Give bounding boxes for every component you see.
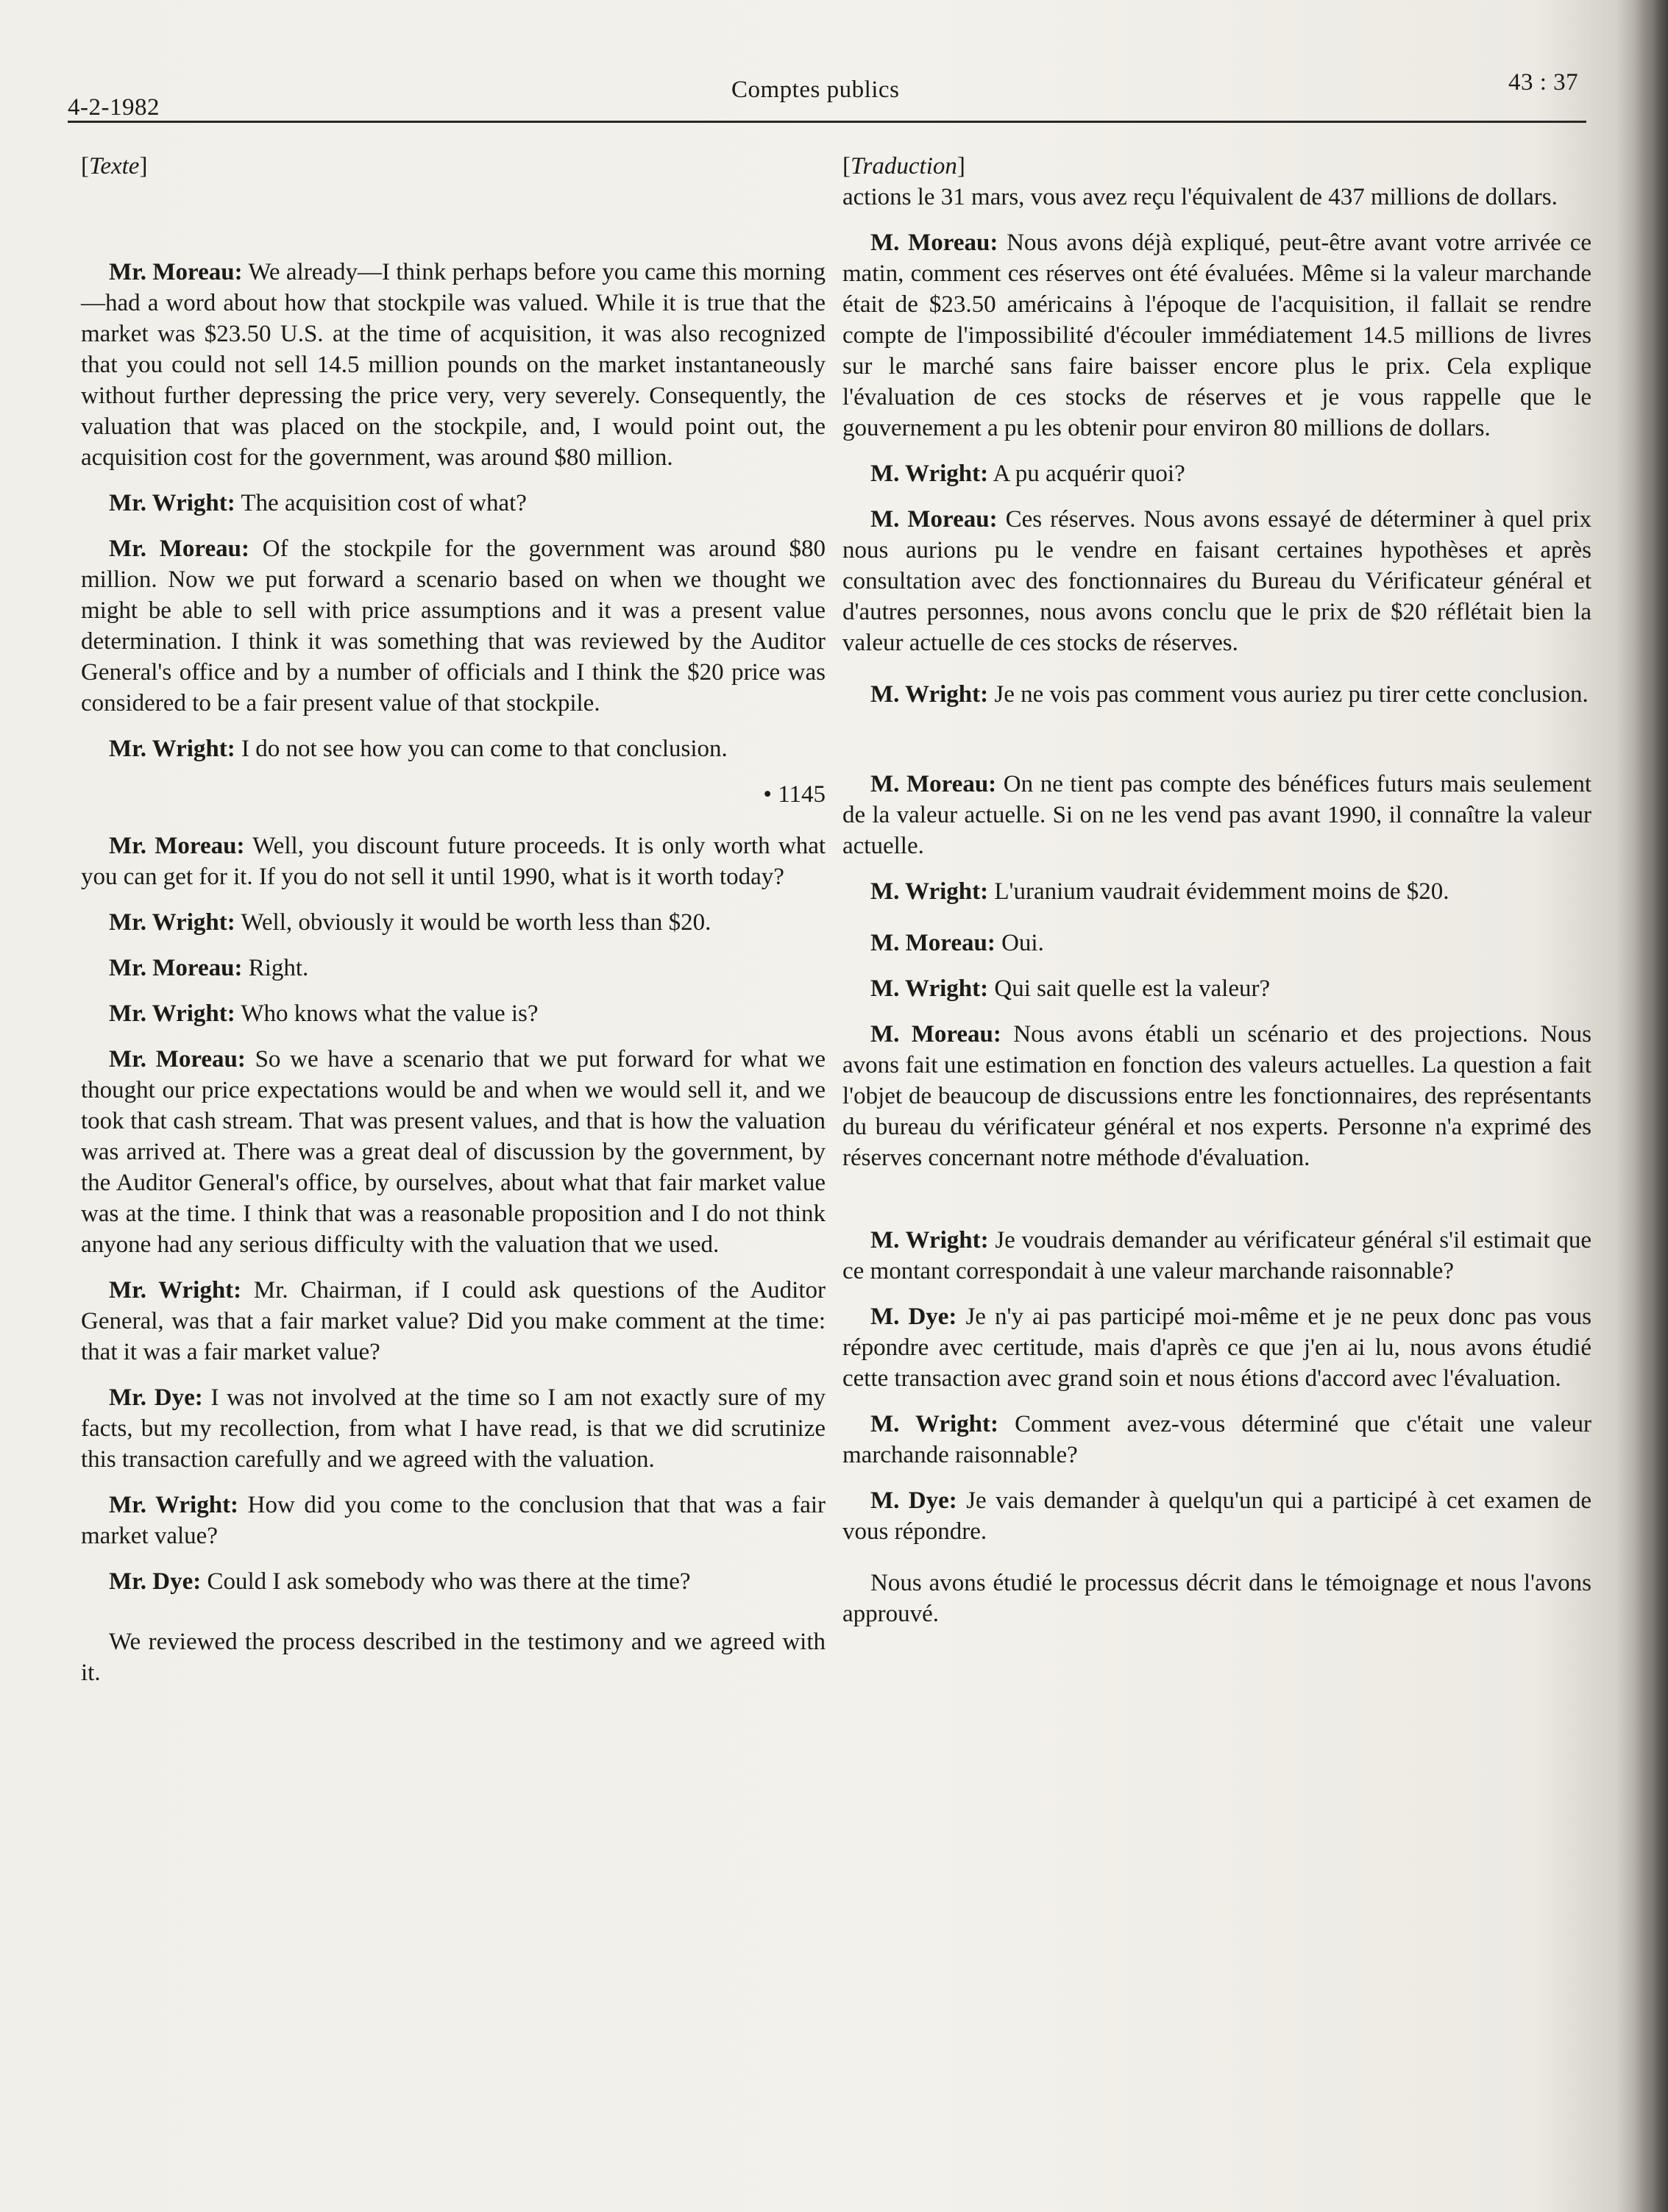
closing-paragraph: Nous avons étudié le processus décrit dans le témoignage et nous l'avons approuvé. bbox=[842, 1570, 1591, 1627]
paragraph: Mr. Moreau: We already—I think perhaps before you came this morning—had a word about how that stockpile was valued. While it is true that the market was $23.50 U.S. at the time of acquisition, it was also recognized that you could not sell 14.5 million pounds on the market instantaneously without further depressing the price very, very severely. Consequently, the valuation that was placed on the stockpile, and, I would point out, the acquisition cost for the government, was around $80 million. bbox=[81, 259, 826, 471]
paragraph: Mr. Moreau: Of the stockpile for the government was around $80 million. Now we put forward a scenario based on when we thought we might be able to sell with price assumptions and it was a present value determination. I think it was something that was reviewed by the Auditor General's office and by a number of officials and I think the $20 price was considered to be a fair present value of that stockpile. bbox=[81, 536, 826, 716]
header-title: Comptes publics bbox=[731, 77, 900, 103]
paragraph: M. Moreau: Nous avons établi un scénario et des projections. Nous avons fait une estimation en fonction des valeurs actuelles. La question a fait l'objet de beaucoup de discussions entre les fonctionnaires, des représentants du bureau du vérificateur général et nos experts. Personne n'a exprimé des réserves concernant notre méthode d'évaluation. bbox=[842, 1021, 1592, 1171]
left-column-label: [Texte] bbox=[81, 153, 148, 179]
paragraph: Mr. Dye: Could I ask somebody who was there at the time? bbox=[109, 1568, 691, 1595]
paragraph: M. Moreau: On ne tient pas compte des bénéfices futurs mais seulement de la valeur actuelle. Si on ne les vend pas avant 1990, il connaître la valeur actuelle. bbox=[842, 771, 1592, 859]
paragraph: Mr. Wright: How did you come to the conclusion that that was a fair market value? bbox=[81, 1492, 826, 1549]
paragraph: M. Wright: Qui sait quelle est la valeur? bbox=[870, 975, 1271, 1002]
paragraph: Mr. Moreau: Well, you discount future proceeds. It is only worth what you can get for it. If you do not sell it until 1990, what is it worth today? bbox=[81, 833, 826, 890]
header-page-number: 43 : 37 bbox=[1508, 69, 1579, 96]
paragraph: M. Wright: Je ne vois pas comment vous auriez pu tirer cette conclusion. bbox=[870, 681, 1589, 708]
paragraph: M. Dye: Je vais demander à quelqu'un qui a participé à cet examen de vous répondre. bbox=[842, 1487, 1591, 1545]
paragraph: Mr. Moreau: Right. bbox=[109, 955, 309, 981]
paragraph: M. Wright: Comment avez-vous déterminé que c'était une valeur marchande raisonnable? bbox=[842, 1411, 1591, 1468]
right-column-label: [Traduction] bbox=[842, 153, 965, 179]
header-rule bbox=[68, 121, 1586, 123]
paragraph: M. Dye: Je n'y ai pas participé moi-même et je ne peux donc pas vous répondre avec certitude, mais d'après ce que j'en ai lu, nous avons étudié cette transaction avec grand soin et nous étions d'accord avec l'évaluation. bbox=[842, 1304, 1591, 1392]
paragraph: Mr. Wright: Mr. Chairman, if I could ask questions of the Auditor General, was that a fair market value? Did you make comment at the time: that it was a fair market value? bbox=[81, 1277, 826, 1365]
closing-paragraph: We reviewed the process described in the testimony and we agreed with it. bbox=[81, 1629, 826, 1686]
paragraph: Mr. Wright: Who knows what the value is? bbox=[109, 1000, 539, 1027]
header-date: 4-2-1982 bbox=[68, 94, 160, 121]
paragraph: Mr. Wright: The acquisition cost of what? bbox=[109, 490, 527, 516]
paragraph: M. Wright: A pu acquérir quoi? bbox=[870, 460, 1185, 487]
paragraph: M. Moreau: Ces réserves. Nous avons essayé de déterminer à quel prix nous aurions pu le vendre en faisant certaines hypothèses et après consultation avec des fonctionnaires du Bureau du Vérificateur général et d'autres personnes, nous avons conclu que le prix de $20 réflétait bien la valeur actuelle de ces stocks de réserves. bbox=[842, 506, 1591, 656]
paragraph: M. Wright: L'uranium vaudrait évidemment moins de $20. bbox=[870, 878, 1449, 905]
left-column bbox=[81, 151, 826, 1703]
binding-shadow bbox=[1616, 0, 1668, 2212]
right-column bbox=[842, 151, 1591, 1644]
paragraph: Mr. Moreau: So we have a scenario that we put forward for what we thought our price expectations would be and when we would sell it, and we took that cash stream. That was present values, and that is how the valuation was arrived at. There was a great deal of discussion by the government, by the Auditor General's office, by ourselves, about what that fair market value was at the time. I think that was a reasonable proposition and I do not think anyone had any serious difficulty with the valuation that we used. bbox=[81, 1046, 826, 1258]
paragraph: Mr. Dye: I was not involved at the time so I am not exactly sure of my facts, but my recollection, from what I have read, is that we did scrutinize this transaction carefully and we agreed with the valuation. bbox=[81, 1384, 826, 1473]
intro-paragraph: actions le 31 mars, vous avez reçu l'équivalent de 437 millions de dollars. bbox=[842, 184, 1558, 210]
paragraph: Mr. Wright: Well, obviously it would be worth less than $20. bbox=[109, 909, 711, 936]
time-marker: • 1145 bbox=[763, 781, 826, 808]
paragraph: M. Wright: Je voudrais demander au vérificateur général s'il estimait que ce montant correspondait à une valeur marchande raisonnable? bbox=[842, 1227, 1591, 1284]
paragraph: Mr. Wright: I do not see how you can come to that conclusion. bbox=[109, 736, 728, 762]
paragraph: M. Moreau: Nous avons déjà expliqué, peut-être avant votre arrivée ce matin, comment ces réserves ont été évaluées. Même si la valeur marchande était de $23.50 américains à l'époque de l'acquisition, il fallait se rendre compte de l'impossibilité d'écouler immédiatement 14.5 millions de livres sur le marché sans faire baisser encore plus le prix. Cela explique l'évaluation de ces stocks de réserves et je vous rappelle que le gouvernement a pu les obtenir pour environ 80 millions de dollars. bbox=[842, 230, 1591, 441]
paragraph: M. Moreau: Oui. bbox=[870, 930, 1044, 956]
